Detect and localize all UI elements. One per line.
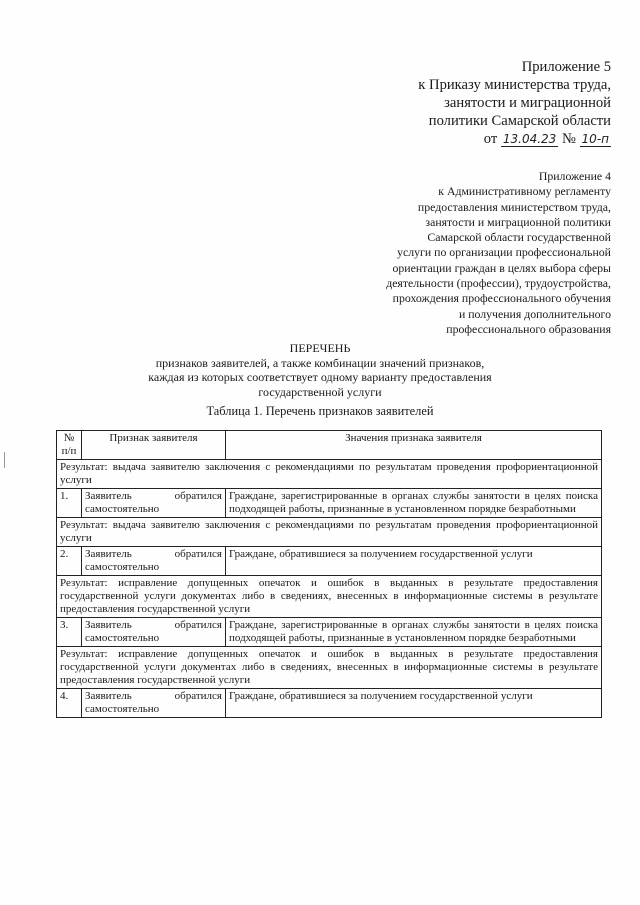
result-text: Результат: исправление допущенных опечаток и ошибок в выданных в результате предоставления государственной услуги документах либо в сведениях, внесенных в информационные системы в результате предоставления государственной услуги: [57, 576, 602, 618]
appendix-4-line: и получения дополнительного: [458, 306, 611, 321]
appendix-5-line-2: занятости и миграционной: [444, 95, 611, 111]
heading-subtitle-1: признаков заявителей, а также комбинации значений признаков,: [155, 355, 485, 370]
appendix-4-line: предоставления министерством труда,: [417, 199, 611, 214]
heading-subtitle-3: государственной услуги: [258, 385, 382, 400]
scan-edge-mark: [4, 452, 5, 468]
heading-subtitle-2: каждая из которых соответствует одному варианту предоставления: [148, 370, 492, 385]
applicant-attributes-table: [56, 430, 602, 718]
row-attribute: Заявитель обратился самостоятельно: [82, 489, 226, 518]
header-num: № п/п: [57, 431, 82, 460]
appendix-4-line: Приложение 4: [538, 169, 611, 183]
header-values: Значения признака заявителя: [226, 431, 602, 460]
result-text: Результат: выдача заявителю заключения с рекомендациями по результатам проведения профориентационной услуги: [57, 518, 602, 547]
result-row-2: [57, 518, 602, 547]
table-caption: Таблица 1. Перечень признаков заявителей: [206, 404, 434, 418]
appendix-5-block: [418, 58, 611, 148]
result-text: Результат: выдача заявителю заключения с рекомендациями по результатам проведения профориентационной услуги: [57, 460, 602, 489]
row-num: 3.: [57, 618, 82, 647]
appendix-5-line-1: к Приказу министерства труда,: [418, 77, 611, 93]
table-row-2: [57, 547, 602, 576]
from-label: от: [483, 131, 498, 147]
row-value: Граждане, обратившиеся за получением государственной услуги: [226, 689, 602, 718]
appendix-4-line: профессионального образования: [446, 321, 611, 336]
order-number-handwritten: 10-п: [581, 132, 609, 146]
result-text: Результат: исправление допущенных опечаток и ошибок в выданных в результате предоставления государственной услуги документах либо в сведениях, внесенных в информационные системы в результате предоставления государственной услуги: [57, 647, 602, 689]
table-row-1: [57, 489, 602, 518]
appendix-4-line: Самарской области государственной: [427, 230, 611, 245]
row-num: 2.: [57, 547, 82, 576]
result-row-4: [57, 647, 602, 689]
table-header-row: [57, 431, 602, 460]
appendix-4-line: услуги по организации профессиональной: [397, 245, 611, 260]
header-attribute: Признак заявителя: [82, 431, 226, 460]
row-attribute: Заявитель обратился самостоятельно: [82, 547, 226, 576]
row-attribute: Заявитель обратился самостоятельно: [82, 689, 226, 718]
order-date-line: [418, 130, 611, 148]
appendix-4-line: к Административному регламенту: [438, 184, 611, 199]
appendix-5-title: Приложение 5: [521, 59, 611, 75]
table-row-3: [57, 618, 602, 647]
appendix-5-line-3: политики Самарской области: [428, 113, 611, 129]
table-row-4: [57, 689, 602, 718]
heading-title: ПЕРЕЧЕНЬ: [289, 341, 351, 355]
row-value: Граждане, зарегистрированные в органах службы занятости в целях поиска подходящей работы, признанные в установленном порядке безработными: [226, 489, 602, 518]
row-num: 1.: [57, 489, 82, 518]
result-row-3: [57, 576, 602, 618]
row-value: Граждане, обратившиеся за получением государственной услуги: [226, 547, 602, 576]
appendix-4-line: деятельности (профессии), трудоустройства,: [386, 276, 611, 291]
document-heading: [0, 341, 640, 400]
row-num: 4.: [57, 689, 82, 718]
order-date-handwritten: 13.04.23: [502, 132, 557, 146]
row-attribute: Заявитель обратился самостоятельно: [82, 618, 226, 647]
result-row-1: [57, 460, 602, 489]
appendix-4-line: ориентации граждан в целях выбора сферы: [392, 260, 611, 275]
appendix-4-block: [386, 169, 611, 337]
number-label: №: [561, 131, 576, 147]
row-value: Граждане, зарегистрированные в органах службы занятости в целях поиска подходящей работы, признанные в установленном порядке безработными: [226, 618, 602, 647]
appendix-4-line: прохождения профессионального обучения: [392, 291, 611, 306]
appendix-4-line: занятости и миграционной политики: [425, 214, 611, 229]
